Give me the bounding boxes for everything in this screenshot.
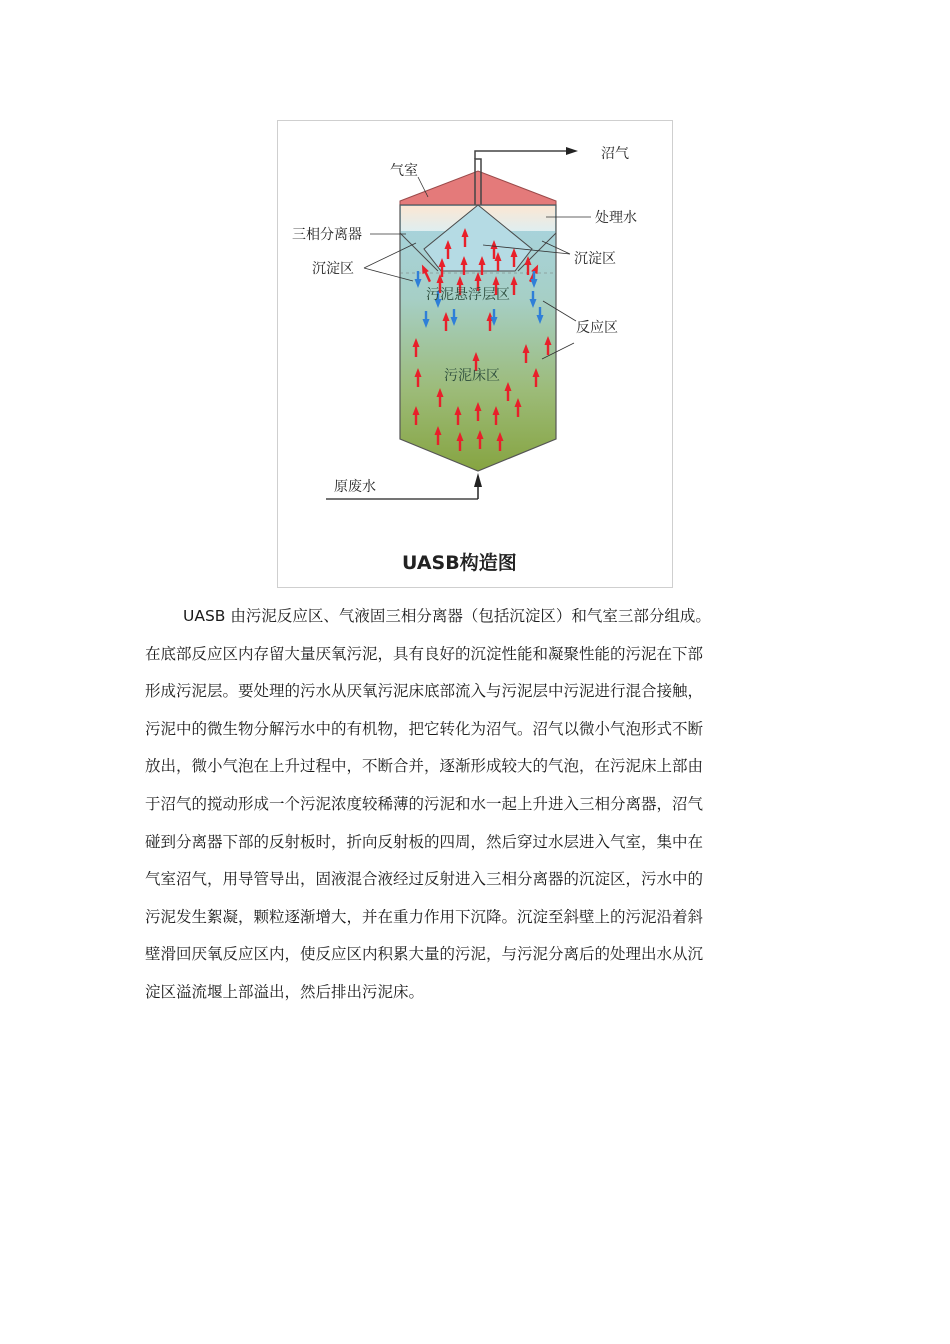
paragraph-line: 放出，微小气泡在上升过程中，不断合并，逐渐形成较大的气泡，在污泥床上部由 — [145, 757, 704, 776]
uasb-diagram — [278, 121, 674, 589]
label-treated-water: 处理水 — [595, 210, 637, 226]
paragraph-line: 污泥中的微生物分解污水中的有机物，把它转化为沼气。沼气以微小气泡形式不断 — [145, 719, 704, 738]
gas-outlet-pipe — [475, 151, 566, 159]
label-reaction-zone: 反应区 — [576, 320, 618, 336]
paragraph-line: 于沼气的搅动形成一个污泥浓度较稀薄的污泥和水一起上升进入三相分离器，沼气 — [145, 794, 704, 813]
label-raw-wastewater: 原废水 — [334, 479, 376, 495]
label-gas-chamber: 气室 — [390, 163, 418, 179]
label-three-phase-separator: 三相分离器 — [292, 227, 362, 243]
paragraph-line: 碰到分离器下部的反射板时，折向反射板的四周，然后穿过水层进入气室，集中在 — [145, 832, 704, 851]
paragraph-line: 在底部反应区内存留大量厌氧污泥，具有良好的沉淀性能和凝聚性能的污泥在下部 — [145, 644, 704, 663]
paragraph-line: 气室沼气，用导管导出，固液混合液经过反射进入三相分离器的沉淀区，污水中的 — [145, 870, 704, 889]
body-paragraph — [145, 598, 807, 1012]
paragraph-line: 污泥发生絮凝，颗粒逐渐增大，并在重力作用下沉降。沉淀至斜壁上的污泥沿着斜 — [145, 907, 704, 926]
paragraph-line: 壁滑回厌氧反应区内，使反应区内积累大量的污泥，与污泥分离后的处理出水从沉 — [145, 945, 704, 964]
label-sludge-bed-zone: 污泥床区 — [444, 368, 500, 384]
label-sludge-suspension-zone: 污泥悬浮层区 — [426, 287, 510, 303]
label-settling-zone-left: 沉淀区 — [312, 261, 354, 277]
biogas-arrow-head — [566, 147, 578, 155]
uasb-diagram-figure — [277, 120, 673, 588]
inlet-arrow — [474, 473, 482, 487]
paragraph-line: UASB 由污泥反应区、气液固三相分离器（包括沉淀区）和气室三部分组成。 — [183, 607, 711, 625]
paragraph-line: 形成污泥层。要处理的污水从厌氧污泥床底部流入与污泥层中污泥进行混合接触， — [145, 682, 704, 701]
paragraph-line: 淀区溢流堰上部溢出，然后排出污泥床。 — [145, 982, 425, 1001]
label-biogas: 沼气 — [601, 146, 629, 162]
figure-caption: UASB构造图 — [402, 552, 517, 574]
label-settling-zone-right: 沉淀区 — [574, 251, 616, 267]
